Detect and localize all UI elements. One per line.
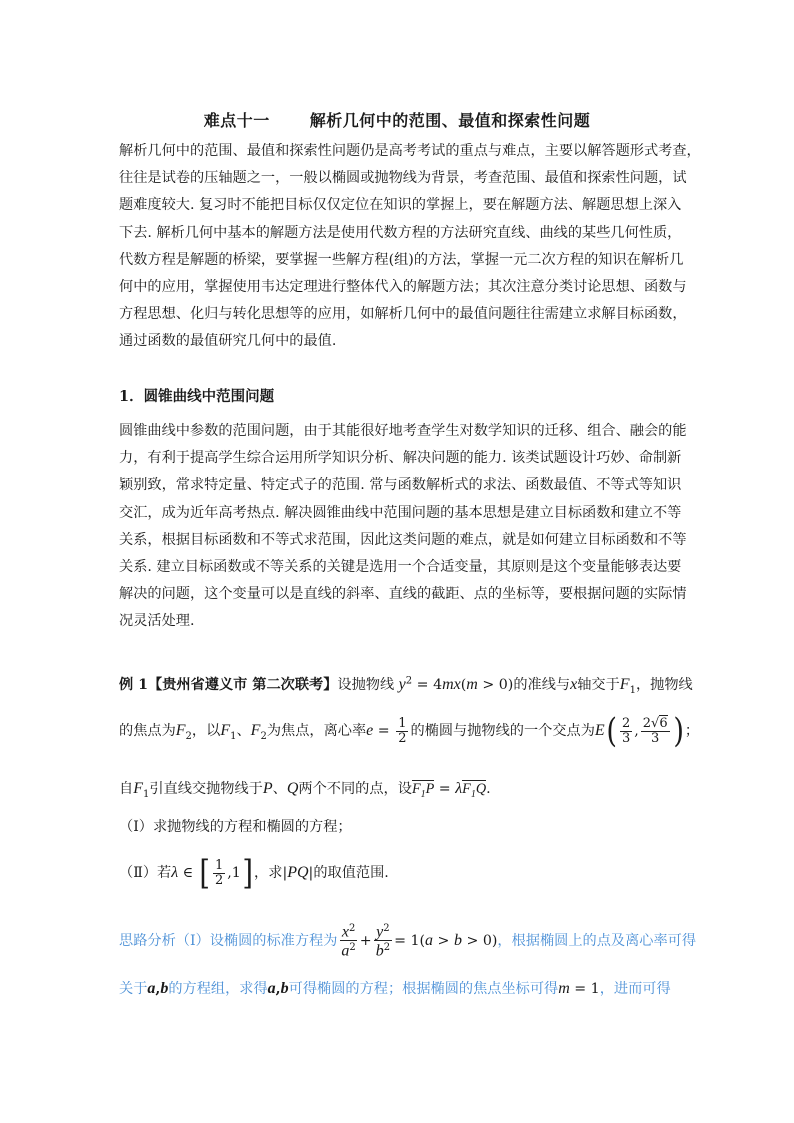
example-source: 【贵州省遵义市 第二次联考】 [148, 677, 338, 693]
page-title [0, 108, 794, 131]
section-line: 圆锥曲线中参数的范围问题，由于其能很好地考查学生对数学知识的迁移、组合、融会的能 [119, 423, 687, 439]
intro-line: 通过函数的最值研究几何中的最值. [119, 333, 337, 350]
example-line-3: 自$F_1$引直线交抛物线于P、Q两个不同的点，设$F_1P = \lambda F_1Q$. [119, 780, 491, 800]
parabola-equation: $y^2 = 4mx(m > 0)$ [398, 675, 514, 693]
vector-f1q: $F_1Q$ [462, 781, 487, 800]
intro-line: 下去. 解析几何中基本的解题方法是使用代数方程的方法研究直线、曲线的某些几何性质， [119, 224, 682, 241]
section-line: 解决的问题，这个变量可以是直线的斜率、直线的截距、点的坐标等，要根据问题的实际情 [119, 586, 687, 603]
section-line: 况灵活处理. [119, 613, 195, 630]
analysis-line-1: 思路分析（Ⅰ）设椭圆的标准方程为 $\frac{x^2}{a^2}$ + $\frac{y^2}{b^2}$ = 1(a > b > 0)，根据椭圆上的点及离心率可得 [119, 923, 697, 960]
section-heading: 1．圆锥曲线中范围问题 [119, 388, 275, 405]
section-line: 颖别致，常求特定量、特定式子的范围. 常与函数解析式的求法、函数最值、不等式等知识 [119, 477, 682, 494]
section-line: 关系，根据目标函数和不等式求范围，因此这类问题的难点，就是如何建立目标函数和不等 [119, 531, 687, 548]
title-number: 难点十一 [203, 111, 270, 130]
question-2: （Ⅱ）若λ ∈ [ $\frac{1}{2}$ ,1]，求|PQ|的取值范围. [119, 853, 389, 893]
intro-line: 何中的应用，掌握使用韦达定理进行整体代入的解题方法；其次注意分类讨论思想、函数与 [119, 278, 687, 295]
intro-line: 代数方程是解题的桥梁，要掌握一些解方程(组)的方法，掌握一元二次方程的知识在解析几 [119, 251, 684, 268]
question-1: （Ⅰ）求抛物线的方程和椭圆的方程； [119, 819, 352, 835]
intro-line: 方程思想、化归与转化思想等的应用，如解析几何中的最值问题往往需建立求解目标函数， [119, 306, 687, 323]
eccentricity-fraction: $\frac{1}{2}$ [398, 715, 407, 746]
section-line: 交汇，成为近年高考热点. 解决圆锥曲线中范围问题的基本思想是建立目标函数和建立不等 [119, 504, 682, 521]
intro-line: 解析几何中的范围、最值和探索性问题仍是高考考试的重点与难点，主要以解答题形式考查， [119, 143, 701, 159]
example-line-2: 的焦点为$F_2$，以$F_1$、$F_2$为焦点，离心率e = $\frac{1}{2}$ 的椭圆与抛物线的一个交点为E( $\frac{2}{3}$ , $\frac{2√6}{3}$ )； [119, 711, 700, 751]
intro-line: 往往是试卷的压轴题之一，一般以椭圆或抛物线为背景，考查范围、最值和探索性问题，试 [119, 170, 687, 187]
section-line: 关系. 建立目标函数或不等关系的关键是选用一个合适变量，其原则是这个变量能够表达要 [119, 558, 682, 575]
example-line-1: 例 1【贵州省遵义市 第二次联考】设抛物线 $y^2 = 4mx(m > 0)$的准线与x轴交于$F_1$，抛物线 [119, 675, 693, 696]
vector-f1p: $F_1P$ [411, 781, 435, 800]
intro-line: 题难度较大. 复习时不能把目标仅仅定位在知识的掌握上，要在解题方法、解题思想上深入 [119, 197, 682, 214]
intro-paragraph [119, 138, 701, 356]
section-paragraph [119, 418, 687, 636]
section-line: 力，有利于提高学生综合运用所学知识分析、解决问题的能力. 该类试题设计巧妙、命制新 [119, 450, 682, 467]
title-text: 解析几何中的范围、最值和探索性问题 [309, 111, 591, 130]
example-label: 例 1 [119, 677, 148, 693]
analysis-line-2: 关于a,b的方程组，求得a,b可得椭圆的方程；根据椭圆的焦点坐标可得m = 1，进而可得 [119, 980, 671, 997]
ellipse-equation: $\frac{x^2}{a^2}$ + $\frac{y^2}{b^2}$ = 1(a > b > 0) [341, 923, 498, 960]
